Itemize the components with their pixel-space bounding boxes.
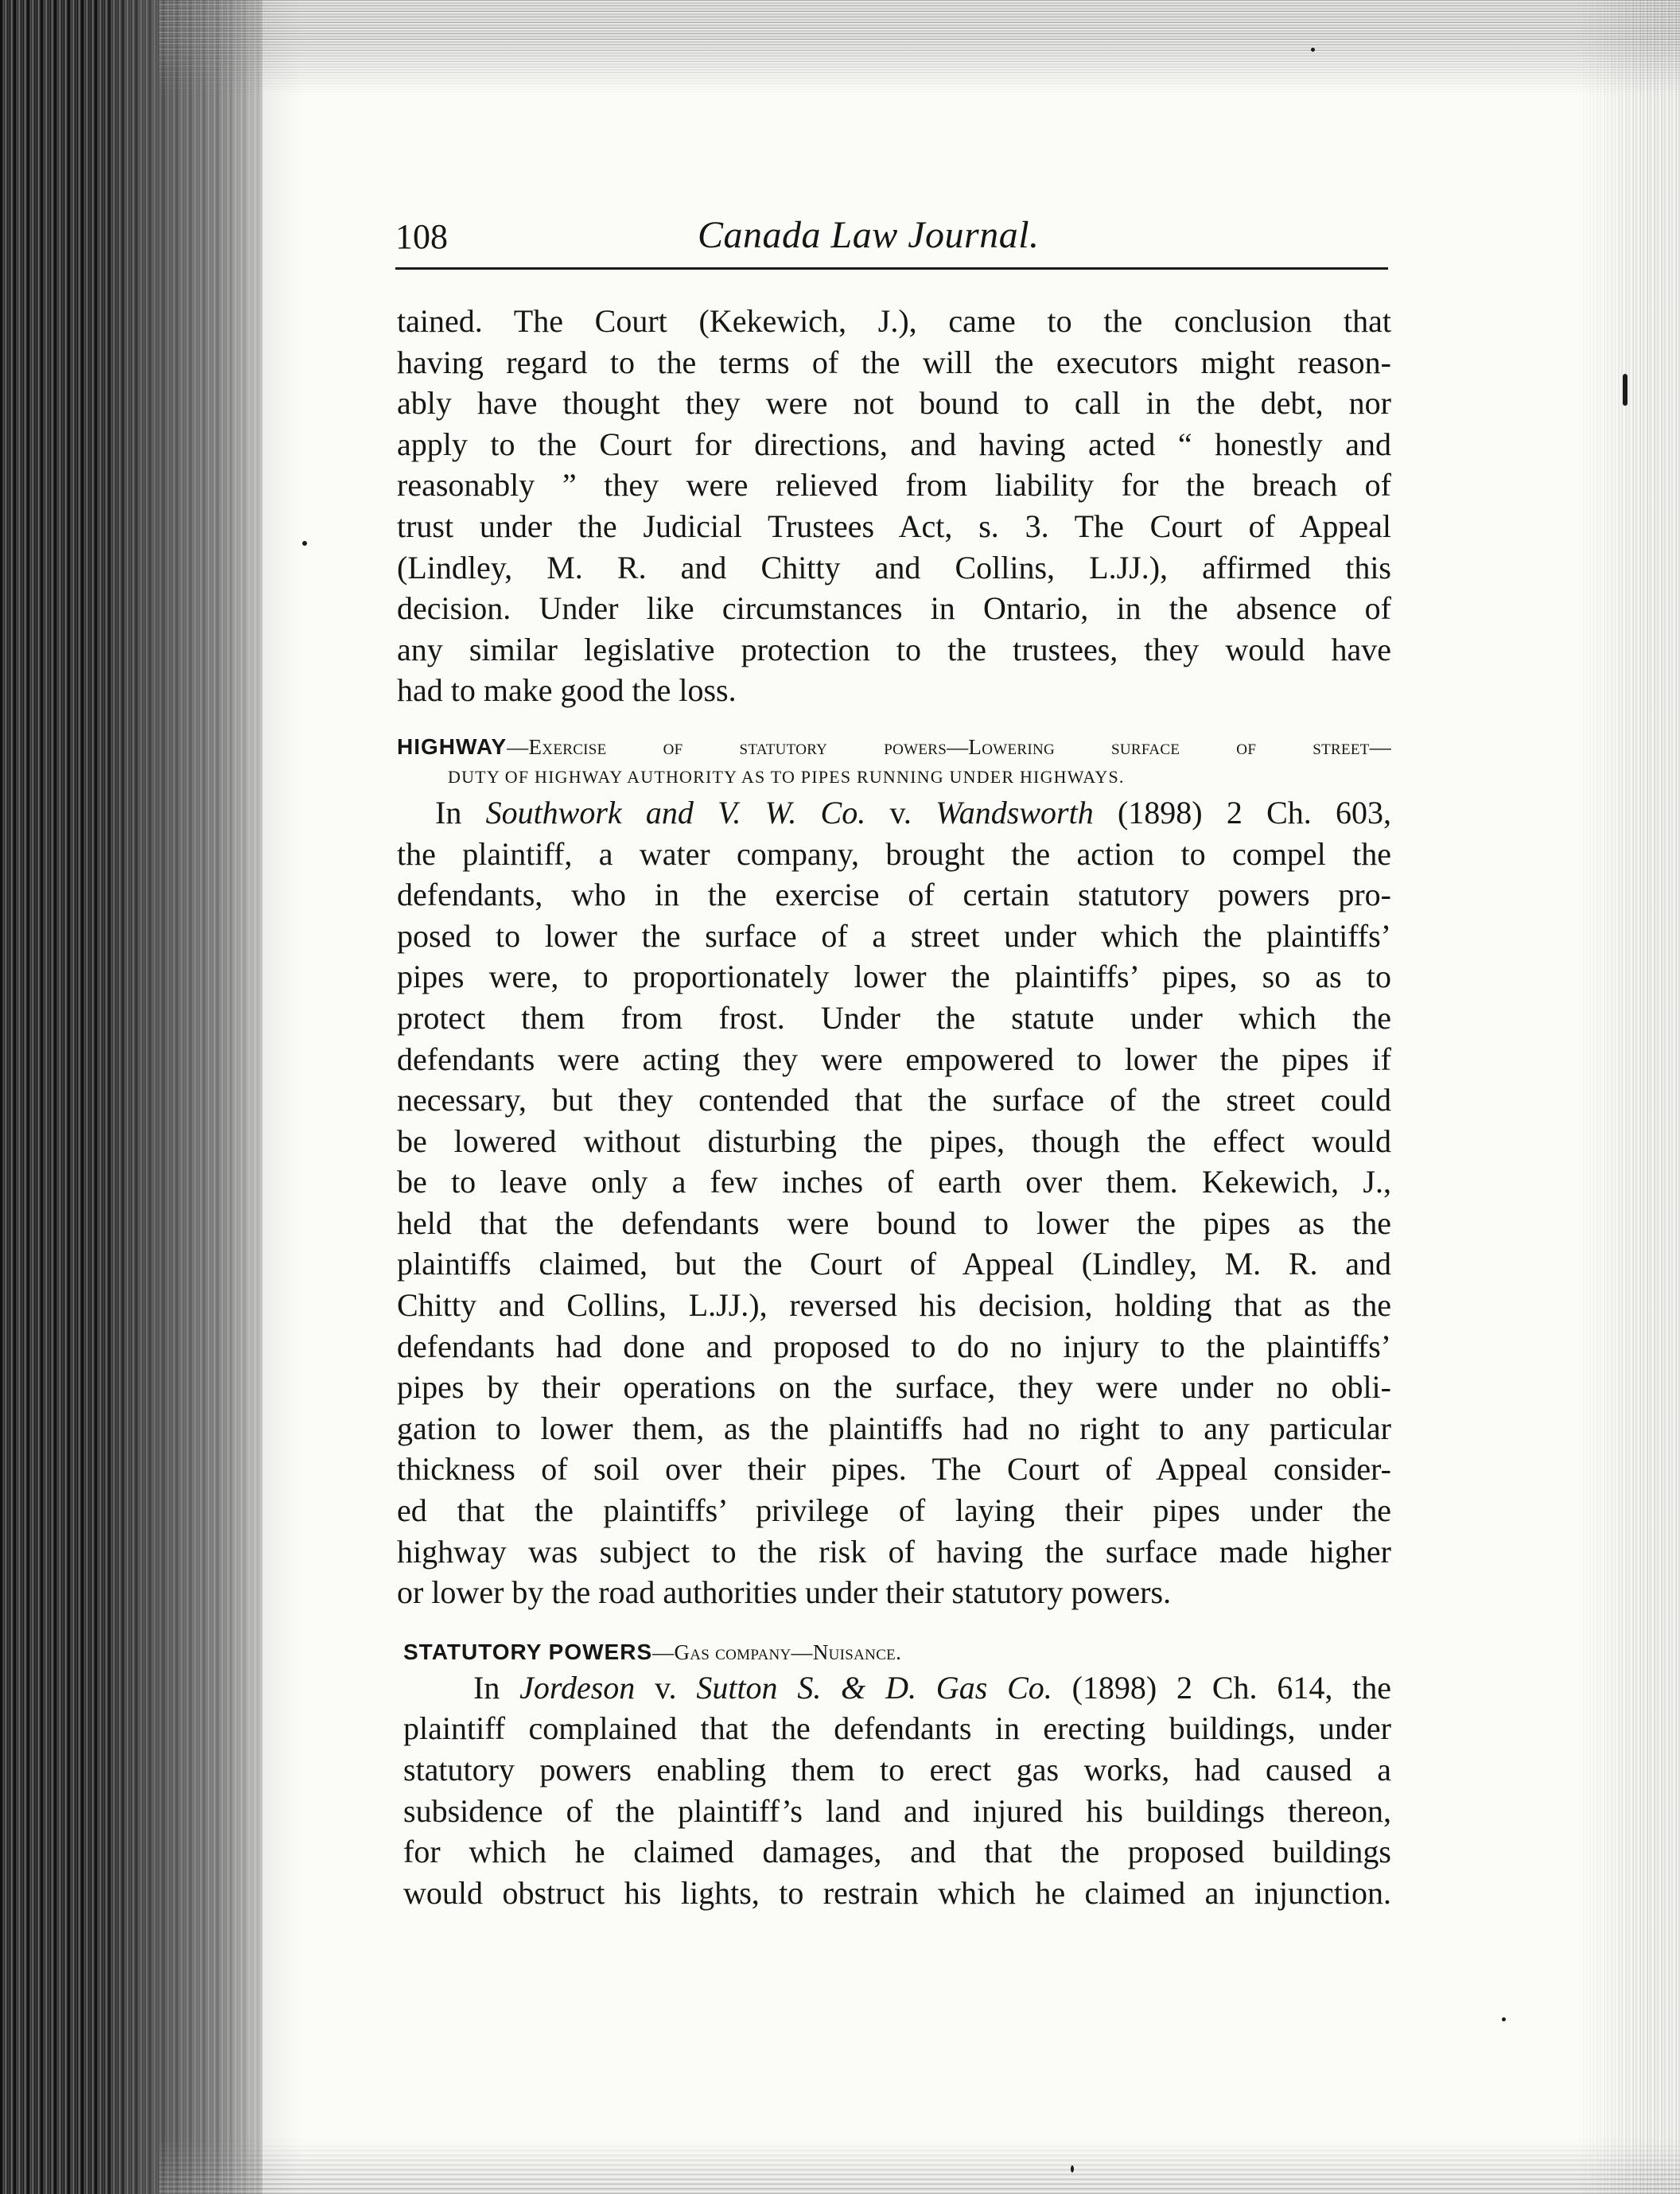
right-edge-scan-noise xyxy=(1577,0,1680,2194)
text-line: pipes by their operations on the surface, they were under no obli- xyxy=(397,1369,1391,1406)
text-line: any similar legislative protection to the trustees, they would have xyxy=(397,631,1391,667)
text-line: defendants, who in the exercise of certain statutory powers pro- xyxy=(397,877,1391,913)
text-line: apply to the Court for directions, and having acted “ honestly and xyxy=(397,426,1391,462)
scan-speck xyxy=(1623,374,1628,406)
section-highway xyxy=(397,732,1391,1613)
text-line: plaintiffs claimed, but the Court of Appeal (Lindley, M. R. and xyxy=(397,1246,1391,1282)
paragraph-continued xyxy=(397,301,1391,711)
text-line: tained. The Court (Kekewich, J.), came to the conclusion that xyxy=(397,303,1391,339)
text-line: decision. Under like circumstances in Ontario, in the absence of xyxy=(397,590,1391,627)
text-line: having regard to the terms of the will the executors might reason- xyxy=(397,344,1391,380)
text-line: protect them from frost. Under the statute under which the xyxy=(397,999,1391,1036)
text-line: be lowered without disturbing the pipes, though the effect would xyxy=(397,1122,1391,1159)
text-line: (Lindley, M. R. and Chitty and Collins, L.JJ.), affirmed this xyxy=(397,549,1391,585)
text-line: gation to lower them, as the plaintiffs had no right to any particular xyxy=(397,1410,1391,1446)
section-heading xyxy=(397,1637,1391,1667)
case-name: Sutton S. & D. Gas Co. xyxy=(696,1669,1052,1706)
journal-title: Canada Law Journal. xyxy=(698,214,1040,256)
text-line: ably have thought they were not bound to call in the debt, nor xyxy=(397,385,1391,422)
body-text xyxy=(397,301,1391,1913)
text-line: ed that the plaintiffs’ privilege of laying their pipes under the xyxy=(397,1492,1391,1529)
section-statutory-powers xyxy=(397,1637,1391,1914)
text-line: necessary, but they contended that the surface of the street could xyxy=(397,1082,1391,1118)
text-line: plaintiff complained that the defendants in erecting buildings, under xyxy=(403,1710,1391,1747)
text-line: statutory powers enabling them to erect gas works, had caused a xyxy=(403,1752,1391,1787)
text-line: held that the defendants were bound to lower the pipes as the xyxy=(397,1204,1391,1241)
text-line: In Jordeson v. Sutton S. & D. Gas Co. (1898) 2 Ch. 614, the xyxy=(473,1669,1391,1706)
text-line: defendants had done and proposed to do no injury to the plaintiffs’ xyxy=(397,1328,1391,1364)
text-line: be to leave only a few inches of earth over them. Kekewich, J., xyxy=(397,1164,1391,1200)
top-edge-scan-noise xyxy=(159,0,1680,95)
text-line: trust under the Judicial Trustees Act, s. 3. The Court of Appeal xyxy=(397,508,1391,544)
text-line: had to make good the loss. xyxy=(397,672,737,709)
text-line: would obstruct his lights, to restrain which he claimed an injunction. xyxy=(403,1874,1391,1911)
gutter-fade xyxy=(95,0,302,2194)
section-heading xyxy=(397,732,1391,762)
text-line: In Southwork and V. W. Co. v. Wandsworth (1898) 2 Ch. 603, xyxy=(435,794,1391,831)
scan-speck xyxy=(302,541,307,546)
text-line: Chitty and Collins, L.JJ.), reversed his decision, holding that as the xyxy=(397,1287,1391,1324)
case-name: Jordeson xyxy=(519,1669,636,1706)
case-name: Wandsworth xyxy=(935,794,1094,831)
section-subheading: DUTY OF HIGHWAY AUTHORITY AS TO PIPES RUNNING UNDER HIGHWAYS. xyxy=(448,766,1125,787)
text-line: defendants were acting they were empowered to lower the pipes if xyxy=(397,1041,1391,1077)
text-line: or lower by the road authorities under their statutory powers. xyxy=(397,1574,1172,1611)
scan-speck xyxy=(1071,2165,1074,2173)
text-line: thickness of soil over their pipes. The Court of Appeal consider- xyxy=(397,1451,1391,1488)
bottom-edge-scan-noise xyxy=(159,2138,1680,2194)
page-number: 108 xyxy=(395,217,448,256)
text-line: pipes were, to proportionately lower the plaintiffs’ pipes, so as to xyxy=(397,959,1391,995)
scan-speck xyxy=(1311,48,1315,52)
case-name: Southwork and V. W. Co. xyxy=(485,794,866,831)
text-line: reasonably ” they were relieved from liability for the breach of xyxy=(397,467,1391,504)
text-line: for which he claimed damages, and that the proposed buildings xyxy=(403,1834,1391,1870)
text-line: subsidence of the plaintiff’s land and injured his buildings thereon, xyxy=(403,1792,1391,1829)
text-line: posed to lower the surface of a street under which the plaintiffs’ xyxy=(397,917,1391,954)
section-heading-rest: —Gas company—Nuisance. xyxy=(652,1640,902,1664)
section-heading-key: HIGHWAY xyxy=(397,733,508,759)
text-line: highway was subject to the risk of having the surface made higher xyxy=(397,1533,1391,1570)
scan-speck xyxy=(1502,2017,1506,2021)
running-head xyxy=(395,207,1390,270)
section-heading-rest: —Exercise of statutory powers—Lowering surface of street— xyxy=(507,734,1391,759)
text-line: the plaintiff, a water company, brought the action to compel the xyxy=(397,835,1391,872)
header-rule xyxy=(395,267,1388,270)
section-heading-key: STATUTORY POWERS xyxy=(403,1639,653,1664)
